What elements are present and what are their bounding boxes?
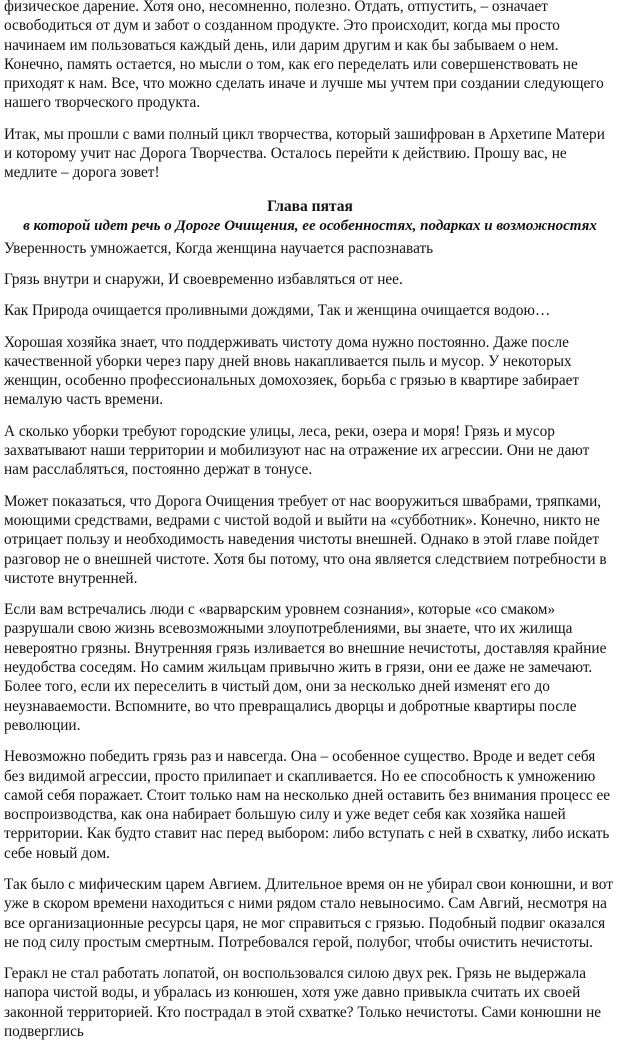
chapter-subtitle: в которой идет речь о Дороге Очищения, ее особенностях, подарках и возможностях [23,217,597,234]
paragraph: Итак, мы прошли с вами полный цикл творчества, который зашифрован в Архетипе Матери и которому учит нас Дорога Творчества. Осталось перейти к действию. Прошу вас, не медлите – дорога зовет! [4,125,605,182]
paragraph: Невозможно победить грязь раз и навсегда. Она – особенное существо. Вроде и ведет себя без видимой агрессии, просто прилипает и скапливается. Но ее способность к умножению самой себя поражает. Стоит только нам на несколько дней оставить без внимания процесс ее воспроизводства, как она набирает большую силу и уже ведет себя как хозяйка нашей территории. Как будто ставит нас перед выбором: либо вступать с ней в схватку, либо искать себе новый дом. [4,748,611,862]
paragraph: Хорошая хозяйка знает, что поддерживать чистоту дома нужно постоянно. Даже после качественной уборки через пару дней вновь накапливается пыль и мусор. У некоторых женщин, особенно профессиональных домохозяек, борьба с грязью в квартире забирает немалую часть времени. [4,333,580,409]
paragraph: Так было с мифическим царем Авгием. Длительное время он не убирал свои конюшни, и вот уже в скором времени находиться с ними рядом стало невыносимо. Сам Авгий, несмотря на все организационные ресурсы царя, не мог справиться с грязью. Подобный подвиг оказался не под силу простым смертным. Потребовался герой, полубог, чтобы очистить нечистоты. [4,875,613,951]
epigraph-line: Как Природа очищается проливными дождями, Так и женщина очищается водою… [4,302,551,320]
chapter-title: Глава пятая [267,197,353,215]
epigraph-line: Уверенность умножается, Когда женщина научается распознавать [4,239,434,257]
paragraph: А сколько уборки требуют городские улицы, леса, реки, озера и моря! Грязь и мусор захватывают наши территории и мобилизуют нас на отражение их агрессии. Они не дают нам расслабляться, постоянно держат в тонусе. [4,422,590,479]
epigraph-line: Грязь внутри и снаружи, И своевременно избавляться от нее. [4,270,403,288]
paragraph: физическое дарение. Хотя оно, несомненно, полезно. Отдать, отпустить, – означает освободиться от дум и забот о созданном продукте. Это происходит, когда мы просто начинаем им пользоваться каждый день, или дарим другим и как бы забываем о нем. Конечно, память остается, но мысли о том, как его переделать или совершенствовать не приходят к нам. Все, что можно сделать иначе и лучше мы учтем при создании следующего нашего творческого продукта. [4,0,604,112]
paragraph: Геракл не стал работать лопатой, он воспользовался силою двух рек. Грязь не выдержала напора чистой воды, и убралась из конюшен, хотя уже давно привыкла считать их своей законной территорией. Кто пострадал в этой схватке? Только нечистоты. Сами конюшни не подверглись [4,965,602,1041]
paragraph: Может показаться, что Дорога Очищения требует от нас вооружиться швабрами, тряпками, моющими средствами, ведрами с чистой водой и выйти на «субботник». Конечно, никто не отрицает пользу и необходимость наведения чистоты внешней. Однако в этой главе пойдет разговор не о внешней чистоте. Хотя бы потому, что она является следствием потребности в чистоте внутренней. [4,492,607,587]
paragraph: Если вам встречались люди с «варварским уровнем сознания», которые «со смаком» разрушали свою жизнь всевозможными злоупотреблениями, вы знаете, что их жилища невероятно грязны. Внутренняя грязь изливается во внешние нечистоты, доставляя крайние неудобства соседям. Но самим жильцам привычно жить в грязи, они ее даже не замечают. Более того, если их переселить в чистый дом, они за несколько дней изменят его до неузнаваемости. Вспомните, во что превращались дворцы и добротные квартиры после революции. [4,601,607,734]
